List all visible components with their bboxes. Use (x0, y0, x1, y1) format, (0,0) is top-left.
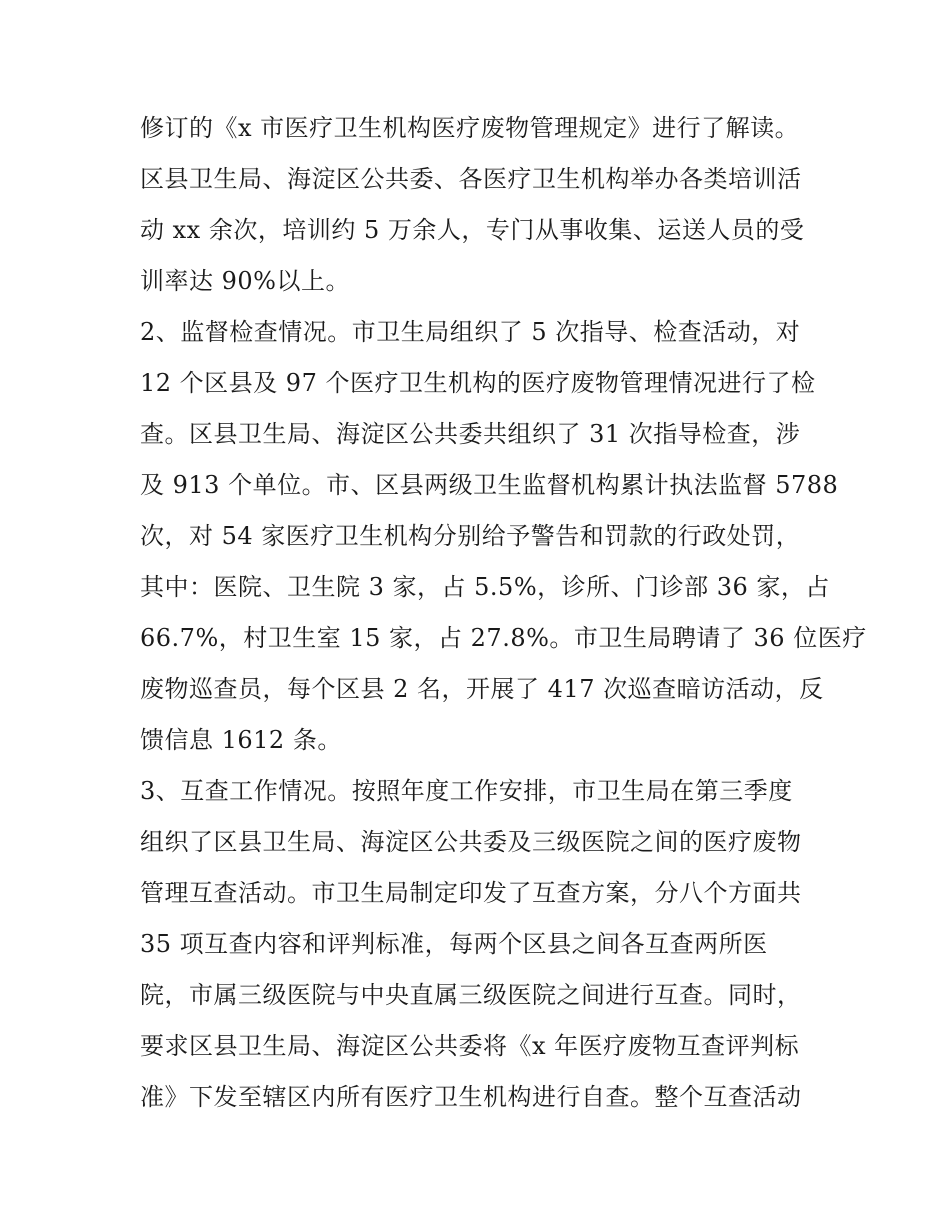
document-body (140, 103, 867, 1123)
text-line: 准》下发至辖区内所有医疗卫生机构进行自查。整个互查活动 (140, 1083, 802, 1111)
text-line: 2、监督检查情况。市卫生局组织了 5 次指导、检查活动，对 (140, 318, 801, 346)
text-line: 35 项互查内容和评判标准，每两个区县之间各互查两所医 (140, 930, 768, 958)
text-line: 66.7%，村卫生室 15 家，占 27.8%。市卫生局聘请了 36 位医疗 (140, 624, 867, 652)
text-line: 馈信息 1612 条。 (140, 726, 342, 754)
text-line: 3、互查工作情况。按照年度工作安排，市卫生局在第三季度 (140, 777, 793, 805)
text-line: 区县卫生局、海淀区公共委、各医疗卫生机构举办各类培训活 (140, 165, 802, 193)
text-line: 管理互查活动。市卫生局制定印发了互查方案，分八个方面共 (140, 879, 802, 907)
text-line: 废物巡查员，每个区县 2 名，开展了 417 次巡查暗访活动，反 (140, 675, 824, 703)
text-line: 组织了区县卫生局、海淀区公共委及三级医院之间的医疗废物 (140, 828, 802, 856)
text-line: 次，对 54 家医疗卫生机构分别给予警告和罚款的行政处罚， (140, 522, 801, 550)
text-line: 训率达 90%以上。 (140, 267, 350, 295)
text-line: 修订的《x 市医疗卫生机构医疗废物管理规定》进行了解读。 (140, 114, 800, 142)
text-line: 动 xx 余次，培训约 5 万余人，专门从事收集、运送人员的受 (140, 216, 805, 244)
text-line: 查。区县卫生局、海淀区公共委共组织了 31 次指导检查，涉 (140, 420, 801, 448)
text-line: 其中：医院、卫生院 3 家，占 5.5%，诊所、门诊部 36 家，占 (140, 573, 830, 601)
text-line: 12 个区县及 97 个医疗卫生机构的医疗废物管理情况进行了检 (140, 369, 816, 397)
text-line: 及 913 个单位。市、区县两级卫生监督机构累计执法监督 5788 (140, 471, 839, 499)
text-line: 院，市属三级医院与中央直属三级医院之间进行互查。同时， (140, 981, 802, 1009)
text-line: 要求区县卫生局、海淀区公共委将《x 年医疗废物互查评判标 (140, 1032, 800, 1060)
